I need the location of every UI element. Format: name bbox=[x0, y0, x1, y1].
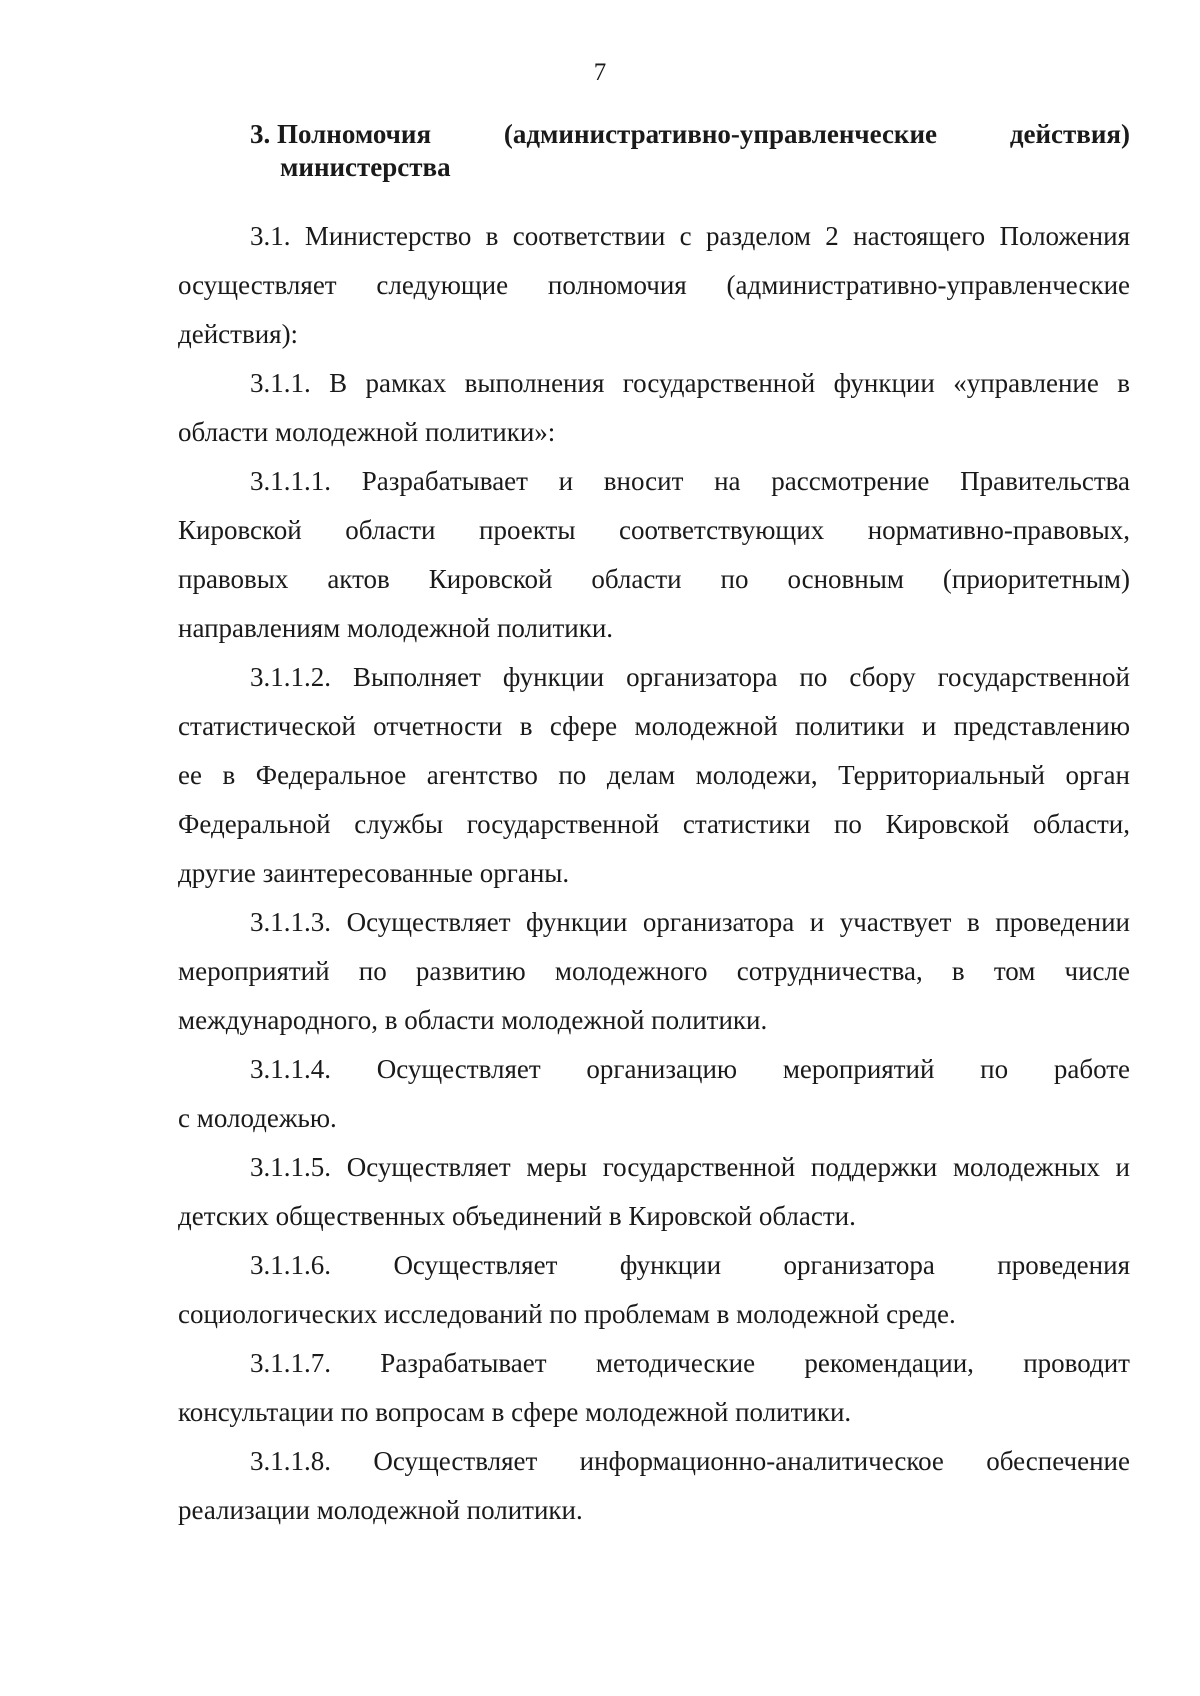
word: Осуществляет bbox=[376, 1054, 541, 1084]
paragraph-line: направлениям молодежной политики. bbox=[178, 613, 614, 643]
word: мероприятий bbox=[782, 1054, 935, 1084]
paragraph-3-1-1-2 bbox=[178, 653, 1130, 898]
clause-number: 3.1.1.6. bbox=[250, 1250, 331, 1280]
word: организацию bbox=[586, 1054, 738, 1084]
word: работе bbox=[1053, 1054, 1130, 1084]
paragraph-3-1-1-6 bbox=[178, 1241, 1130, 1339]
paragraph-line: Кировской области проекты соответствующих нормативно-правовых, bbox=[178, 515, 1130, 545]
paragraph-line: 3.1.1.3. Осуществляет функции организатора и участвует в проведении bbox=[250, 907, 1130, 937]
paragraph-line: социологических исследований по проблемам в молодежной среде. bbox=[178, 1299, 956, 1329]
word: рекомендации, bbox=[804, 1348, 974, 1378]
paragraph-line bbox=[178, 1241, 1130, 1290]
paragraph-line: 3.1.1. В рамках выполнения государственной функции «управление в bbox=[250, 368, 1130, 398]
paragraph-3-1-1-5 bbox=[178, 1143, 1130, 1241]
paragraph-line: детских общественных объединений в Кировской области. bbox=[178, 1201, 856, 1231]
paragraph-line bbox=[178, 1045, 1130, 1094]
clause-number: 3.1.1.4. bbox=[250, 1054, 331, 1084]
paragraph-line bbox=[178, 1437, 1130, 1486]
paragraph-3-1-1-7 bbox=[178, 1339, 1130, 1437]
clause-number: 3.1.1.8. bbox=[250, 1446, 331, 1476]
paragraph-line: осуществляет следующие полномочия (административно-управленческие bbox=[178, 270, 1130, 300]
clause-number: 3.1.1.7. bbox=[250, 1348, 331, 1378]
section-heading-number-title: 3. Полномочия bbox=[250, 119, 432, 149]
section-heading-line-1 bbox=[250, 118, 1130, 151]
paragraph-line: области молодежной политики»: bbox=[178, 417, 556, 447]
section-heading-subtitle-end: действия) bbox=[1009, 119, 1130, 149]
word: методические bbox=[595, 1348, 756, 1378]
word: Осуществляет bbox=[393, 1250, 558, 1280]
word: проводит bbox=[1023, 1348, 1130, 1378]
paragraph-line: Федеральной службы государственной статистики по Кировской области, bbox=[178, 809, 1130, 839]
paragraph-3-1 bbox=[178, 212, 1130, 359]
document-body bbox=[178, 212, 1130, 1535]
word: обеспечение bbox=[986, 1446, 1130, 1476]
paragraph-line: 3.1.1.2. Выполняет функции организатора по сбору государственной bbox=[250, 662, 1130, 692]
paragraph-line: 3.1.1.1. Разрабатывает и вносит на рассмотрение Правительства bbox=[250, 466, 1130, 496]
word: организатора bbox=[783, 1250, 935, 1280]
paragraph-3-1-1-8 bbox=[178, 1437, 1130, 1535]
paragraph-line: с молодежью. bbox=[178, 1103, 337, 1133]
paragraph-line: 3.1. Министерство в соответствии с разделом 2 настоящего Положения bbox=[250, 221, 1130, 251]
paragraph-line: 3.1.1.5. Осуществляет меры государственной поддержки молодежных и bbox=[250, 1152, 1130, 1182]
paragraph-line: действия): bbox=[178, 319, 299, 349]
section-heading-line-2: министерства bbox=[280, 152, 451, 182]
paragraph-3-1-1 bbox=[178, 359, 1130, 457]
section-heading-subtitle: (административно-управленческие bbox=[503, 119, 938, 149]
word: проведения bbox=[997, 1250, 1130, 1280]
paragraph-line: международного, в области молодежной политики. bbox=[178, 1005, 768, 1035]
paragraph-line: другие заинтересованные органы. bbox=[178, 858, 570, 888]
word: по bbox=[980, 1054, 1009, 1084]
paragraph-line: реализации молодежной политики. bbox=[178, 1495, 583, 1525]
paragraph-3-1-1-3 bbox=[178, 898, 1130, 1045]
paragraph-3-1-1-1 bbox=[178, 457, 1130, 653]
paragraph-line bbox=[178, 1339, 1130, 1388]
paragraph-line: мероприятий по развитию молодежного сотрудничества, в том числе bbox=[178, 956, 1130, 986]
word: информационно-аналитическое bbox=[579, 1446, 944, 1476]
paragraph-line: статистической отчетности в сфере молодежной политики и представлению bbox=[178, 711, 1130, 741]
section-heading bbox=[250, 118, 1130, 184]
page-number: 7 bbox=[593, 59, 607, 86]
paragraph-line: консультации по вопросам в сфере молодежной политики. bbox=[178, 1397, 852, 1427]
paragraph-line: ее в Федеральное агентство по делам молодежи, Территориальный орган bbox=[178, 760, 1130, 790]
paragraph-line: правовых актов Кировской области по основным (приоритетным) bbox=[178, 564, 1130, 594]
word: Разрабатывает bbox=[380, 1348, 547, 1378]
word: функции bbox=[619, 1250, 722, 1280]
word: Осуществляет bbox=[373, 1446, 538, 1476]
paragraph-3-1-1-4 bbox=[178, 1045, 1130, 1143]
